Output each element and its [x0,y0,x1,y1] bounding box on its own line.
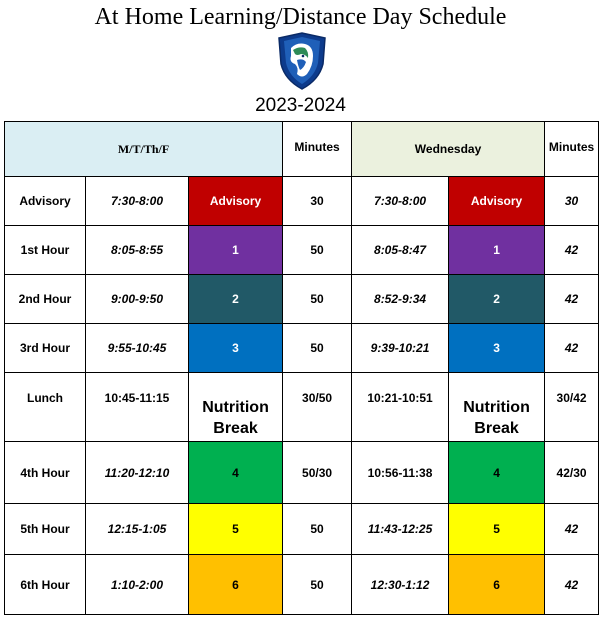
mtthf-block: 4 [189,442,283,504]
period-label: Lunch [5,373,86,442]
wed-time: 10:21-10:51 [352,373,449,442]
mtthf-minutes: 50 [283,504,352,555]
mtthf-nutrition-break [189,373,283,442]
table-row [5,177,599,226]
table-row-lunch [5,373,599,442]
period-label: 4th Hour [5,442,86,504]
table-header-row [5,122,599,177]
wed-block: 3 [449,324,545,373]
mtthf-block: 2 [189,275,283,324]
table-row [5,324,599,373]
header-minutes: Minutes [283,122,352,177]
table-row [5,555,599,615]
period-label: 2nd Hour [5,275,86,324]
mtthf-minutes: 50 [283,226,352,275]
table-row [5,504,599,555]
mtthf-minutes: 30/50 [283,373,352,442]
mtthf-time: 8:05-8:55 [86,226,189,275]
mtthf-block: 1 [189,226,283,275]
mtthf-minutes: 50 [283,555,352,615]
nutrition-break-line: Break [213,420,258,437]
mtthf-block: 6 [189,555,283,615]
wed-minutes: 30 [545,177,599,226]
school-year: 2023-2024 [255,95,346,116]
wed-time: 9:39-10:21 [352,324,449,373]
wed-block: Advisory [449,177,545,226]
mtthf-block: Advisory [189,177,283,226]
lion-shield-icon [275,32,329,90]
mtthf-time: 12:15-1:05 [86,504,189,555]
mtthf-time: 10:45-11:15 [86,373,189,442]
period-label: 3rd Hour [5,324,86,373]
schedule-table [4,121,599,615]
table-row [5,442,599,504]
wed-time: 12:30-1:12 [352,555,449,615]
header-wednesday: Wednesday [352,122,545,177]
wed-time: 8:52-9:34 [352,275,449,324]
mtthf-time: 9:55-10:45 [86,324,189,373]
wed-minutes: 42 [545,275,599,324]
nutrition-break-line: Nutrition [463,399,530,416]
wed-nutrition-break [449,373,545,442]
header-mtthf: M/T/Th/F [5,122,283,177]
wed-block: 2 [449,275,545,324]
wed-time: 10:56-11:38 [352,442,449,504]
wed-minutes: 42 [545,504,599,555]
wed-minutes: 42 [545,324,599,373]
wed-block: 1 [449,226,545,275]
table-row [5,226,599,275]
nutrition-break-line: Break [474,420,519,437]
wed-time: 7:30-8:00 [352,177,449,226]
mtthf-time: 9:00-9:50 [86,275,189,324]
wed-block: 4 [449,442,545,504]
nutrition-break-line: Nutrition [202,399,269,416]
wed-time: 8:05-8:47 [352,226,449,275]
mtthf-time: 7:30-8:00 [86,177,189,226]
wed-block: 6 [449,555,545,615]
wed-minutes: 42 [545,555,599,615]
wed-minutes: 30/42 [545,373,599,442]
mtthf-minutes: 50/30 [283,442,352,504]
wed-minutes: 42/30 [545,442,599,504]
wed-time: 11:43-12:25 [352,504,449,555]
mtthf-time: 11:20-12:10 [86,442,189,504]
table-row [5,275,599,324]
period-label: 6th Hour [5,555,86,615]
mtthf-minutes: 50 [283,275,352,324]
mtthf-block: 5 [189,504,283,555]
page-title: At Home Learning/Distance Day Schedule [94,4,507,30]
header-minutes: Minutes [545,122,599,177]
period-label: Advisory [5,177,86,226]
wed-block: 5 [449,504,545,555]
period-label: 1st Hour [5,226,86,275]
wed-minutes: 42 [545,226,599,275]
mtthf-minutes: 50 [283,324,352,373]
mtthf-time: 1:10-2:00 [86,555,189,615]
period-label: 5th Hour [5,504,86,555]
mtthf-block: 3 [189,324,283,373]
mtthf-minutes: 30 [283,177,352,226]
